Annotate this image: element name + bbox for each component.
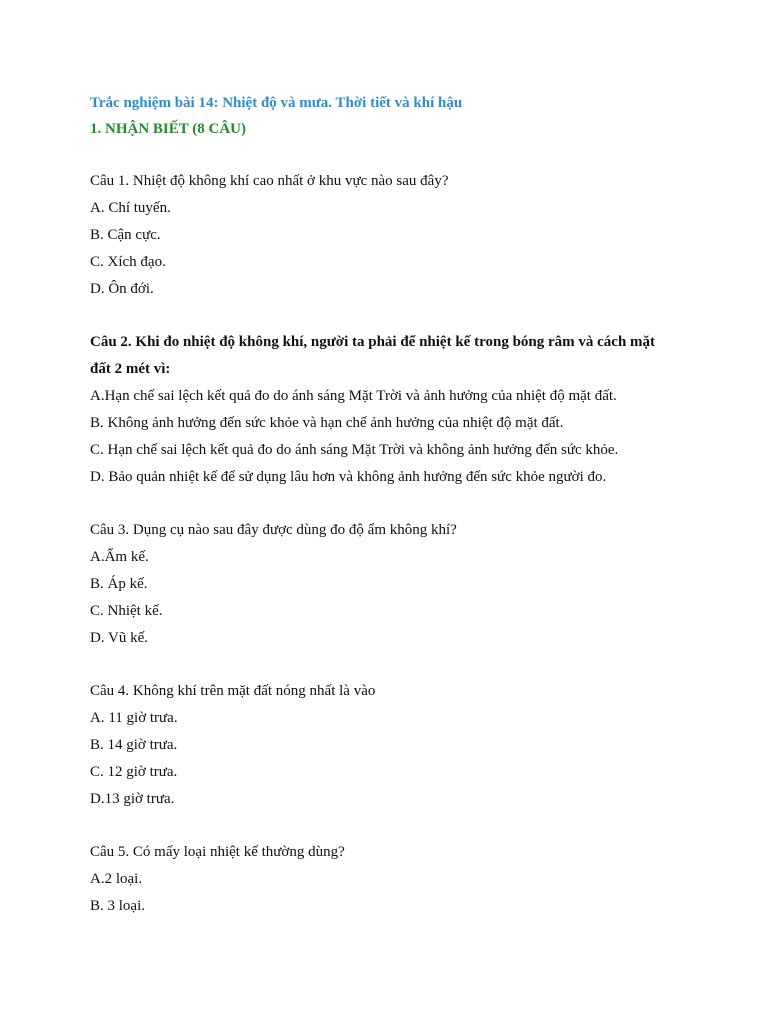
question-block [90, 517, 670, 652]
answer-option: B. 14 giờ trưa. [90, 737, 178, 753]
question-block [90, 678, 670, 813]
question-block [90, 168, 670, 303]
spacer [90, 813, 670, 839]
answer-option: A.Hạn chế sai lệch kết quả đo do ánh sáng Mặt Trời và ảnh hưởng của nhiệt độ mặt đất. [90, 388, 617, 404]
question-text: Câu 2. Khi đo nhiệt độ không khí, người ta phải để nhiệt kế trong bóng râm và cách mặt đất 2 mét vì: [90, 334, 656, 377]
spacer [90, 142, 670, 168]
question-block [90, 839, 670, 920]
answer-option: D. Vũ kế. [90, 630, 149, 646]
answer-option: D. Bảo quản nhiệt kế để sử dụng lâu hơn và không ảnh hưởng đến sức khỏe người đo. [90, 469, 607, 485]
answer-option: B. Không ảnh hưởng đến sức khỏe và hạn chế ảnh hưởng của nhiệt độ mặt đất. [90, 415, 564, 431]
question-text: Câu 4. Không khí trên mặt đất nóng nhất là vào [90, 683, 376, 699]
question-text: Câu 5. Có mấy loại nhiệt kế thường dùng? [90, 844, 345, 860]
answer-option: C. 12 giờ trưa. [90, 764, 178, 780]
answer-option: C. Nhiệt kế. [90, 603, 163, 619]
document-title: Trắc nghiệm bài 14: Nhiệt độ và mưa. Thời tiết và khí hậu [90, 95, 463, 111]
answer-option: A.Ẩm kế. [90, 549, 149, 565]
answer-option: C. Hạn chế sai lệch kết quả đo do ánh sáng Mặt Trời và không ảnh hưởng đến sức khỏe. [90, 442, 619, 458]
question-text: Câu 3. Dụng cụ nào sau đây được dùng đo độ ẩm không khí? [90, 522, 457, 538]
answer-option: B. 3 loại. [90, 898, 145, 914]
section-title: 1. NHẬN BIẾT (8 CÂU) [90, 121, 246, 137]
document-page [90, 90, 670, 920]
answer-option: A. 11 giờ trưa. [90, 710, 178, 726]
answer-option: A.2 loại. [90, 871, 143, 887]
spacer [90, 303, 670, 329]
question-text: Câu 1. Nhiệt độ không khí cao nhất ở khu vực nào sau đây? [90, 173, 449, 189]
answer-option: B. Cận cực. [90, 227, 161, 243]
answer-option: A. Chí tuyến. [90, 200, 171, 216]
answer-option: B. Áp kế. [90, 576, 148, 592]
answer-option: D. Ôn đới. [90, 281, 154, 297]
question-block [90, 329, 670, 491]
answer-option: D.13 giờ trưa. [90, 791, 175, 807]
spacer [90, 652, 670, 678]
answer-option: C. Xích đạo. [90, 254, 166, 270]
spacer [90, 491, 670, 517]
